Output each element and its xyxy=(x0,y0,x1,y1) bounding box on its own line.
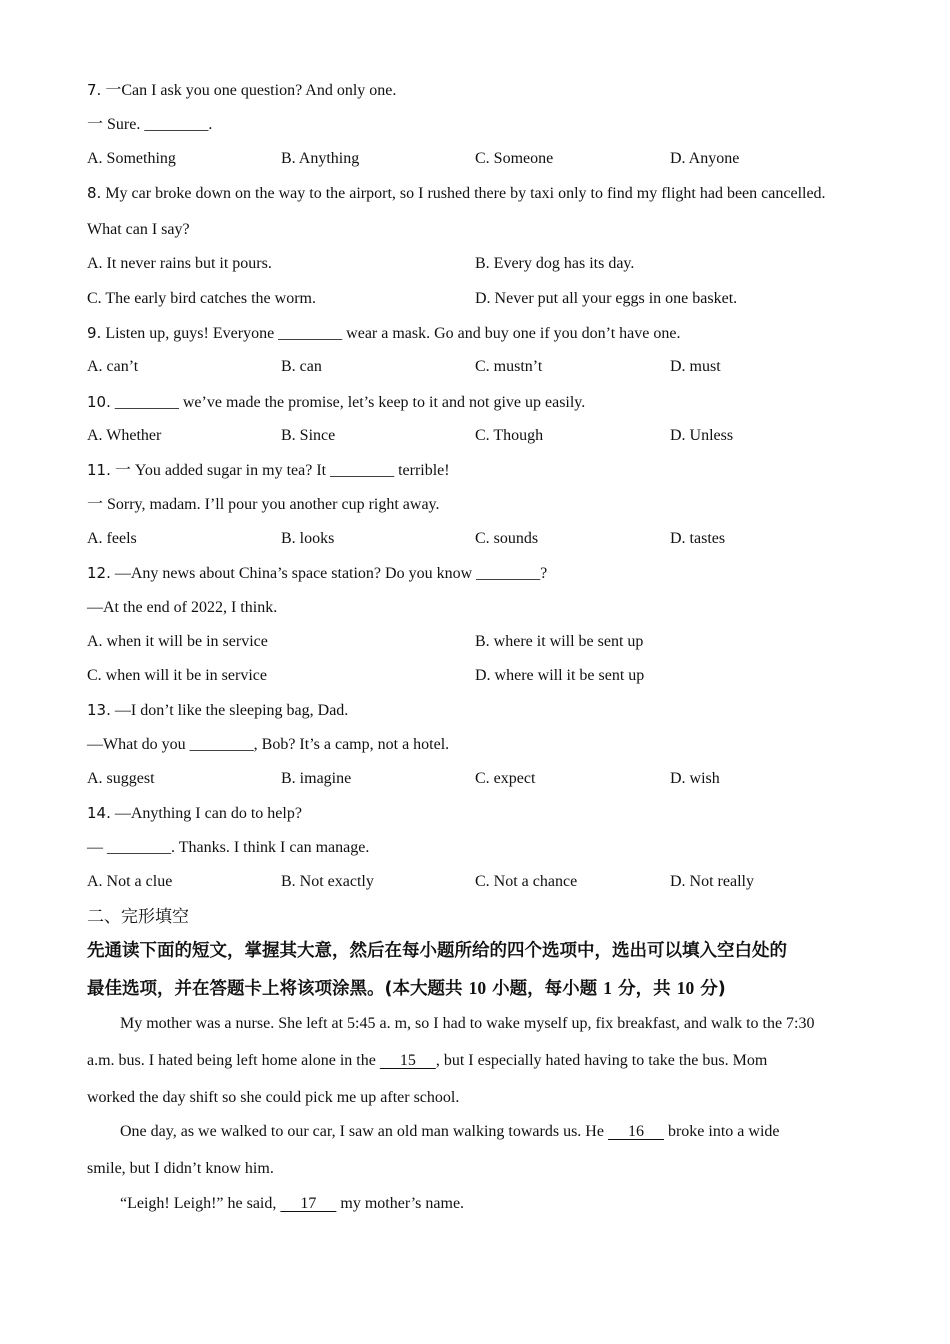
option-d: D. wish xyxy=(670,770,720,787)
option-b: B. where it will be sent up xyxy=(475,633,644,650)
option-b: B. looks xyxy=(281,530,335,547)
question-9-line-1 xyxy=(87,323,680,344)
option-d: D. must xyxy=(670,358,721,375)
option-c: C. sounds xyxy=(475,530,539,547)
option-a: A. Not a clue xyxy=(87,873,173,890)
question-text: —Anything I can do to help? xyxy=(110,805,302,822)
question-number: 13. xyxy=(87,701,111,719)
option-b: B. Since xyxy=(281,427,336,444)
blank-16: 16 xyxy=(607,1123,664,1140)
passage-text: “Leigh! Leigh!” he said, xyxy=(120,1195,281,1212)
question-number: 8. xyxy=(87,184,102,202)
question-8-line-1 xyxy=(87,183,826,204)
question-14-line-1 xyxy=(87,803,302,824)
section-heading: 二、完形填空 xyxy=(87,907,189,927)
passage-p2-line-2: smile, but I didn’t know him. xyxy=(87,1160,274,1177)
question-text: Listen up, guys! Everyone ________ wear a mask. Go and buy one if you don’t have one. xyxy=(101,325,681,342)
instruction-number: 1 xyxy=(603,978,613,998)
option-c: C. when will it be in service xyxy=(87,667,267,684)
question-12-line-1 xyxy=(87,563,547,584)
option-c: C. The early bird catches the worm. xyxy=(87,290,316,307)
option-a: A. feels xyxy=(87,530,137,547)
option-d: D. Anyone xyxy=(670,150,740,167)
option-d: D. Not really xyxy=(670,873,754,890)
option-c: C. expect xyxy=(475,770,536,787)
passage-p1-line-1: My mother was a nurse. She left at 5:45 a. m, so I had to wake myself up, fix breakfast, and walk to the 7:30 xyxy=(120,1015,815,1032)
question-7-line-2: 一 Sure. ________. xyxy=(87,116,213,133)
question-text: —I don’t like the sleeping bag, Dad. xyxy=(110,702,349,719)
option-c: C. Though xyxy=(475,427,544,444)
question-number: 10. xyxy=(87,393,111,411)
question-13-line-1 xyxy=(87,700,348,721)
question-text: —Any news about China’s space station? Do you know ________? xyxy=(110,565,548,582)
question-text: 一Can I ask you one question? And only one. xyxy=(101,82,397,99)
instruction-text: 小题，每小题 xyxy=(486,979,604,999)
question-number: 12. xyxy=(87,564,111,582)
option-b: B. imagine xyxy=(281,770,352,787)
blank-15: 15 xyxy=(379,1052,436,1069)
section-instruction-line-2 xyxy=(87,976,726,1001)
passage-text: , but I especially hated having to take the bus. Mom xyxy=(435,1052,768,1069)
option-a: A. suggest xyxy=(87,770,155,787)
option-c: C. Not a chance xyxy=(475,873,578,890)
question-8-line-2: What can I say? xyxy=(87,221,190,238)
question-number: 14. xyxy=(87,804,111,822)
instruction-text: 分，共 xyxy=(612,979,677,999)
question-7-line-1 xyxy=(87,80,396,101)
option-a: A. Whether xyxy=(87,427,162,444)
option-a: A. Something xyxy=(87,150,176,167)
option-a: A. It never rains but it pours. xyxy=(87,255,272,272)
option-b: B. Anything xyxy=(281,150,360,167)
option-d: D. Unless xyxy=(670,427,734,444)
instruction-text: 分) xyxy=(694,979,726,999)
option-b: B. Not exactly xyxy=(281,873,374,890)
option-c: C. mustn’t xyxy=(475,358,543,375)
passage-text: a.m. bus. I hated being left home alone in the xyxy=(87,1052,380,1069)
instruction-number: 10 xyxy=(676,978,695,998)
passage-text: One day, as we walked to our car, I saw an old man walking towards us. He xyxy=(120,1123,608,1140)
option-d: D. tastes xyxy=(670,530,726,547)
question-11-line-1 xyxy=(87,460,450,481)
question-10-line-1 xyxy=(87,392,585,413)
instruction-text: 最佳选项，并在答题卡上将该项涂黑。(本大题共 xyxy=(87,979,469,999)
question-12-line-2: —At the end of 2022, I think. xyxy=(87,599,278,616)
option-b: B. can xyxy=(281,358,322,375)
question-number: 9. xyxy=(87,324,102,342)
question-13-line-2: —What do you ________, Bob? It’s a camp, not a hotel. xyxy=(87,736,450,753)
option-c: C. Someone xyxy=(475,150,554,167)
passage-p1-line-3: worked the day shift so she could pick me up after school. xyxy=(87,1089,460,1106)
option-d: D. where will it be sent up xyxy=(475,667,645,684)
passage-p1-line-2 xyxy=(87,1051,767,1071)
passage-text: broke into a wide xyxy=(663,1123,780,1140)
passage-p2-line-1 xyxy=(120,1122,780,1142)
instruction-number: 10 xyxy=(468,978,487,998)
passage-text: my mother’s name. xyxy=(336,1195,465,1212)
question-14-line-2: — ________. Thanks. I think I can manage. xyxy=(87,839,370,856)
blank-17: 17 xyxy=(280,1195,337,1212)
option-a: A. when it will be in service xyxy=(87,633,268,650)
section-instruction-line-1: 先通读下面的短文，掌握其大意，然后在每小题所给的四个选项中，选出可以填入空白处的 xyxy=(87,941,787,961)
question-text: My car broke down on the way to the airport, so I rushed there by taxi only to find my flight had been cancelled. xyxy=(101,185,826,202)
option-a: A. can’t xyxy=(87,358,139,375)
passage-p3-line-1 xyxy=(120,1194,464,1214)
option-b: B. Every dog has its day. xyxy=(475,255,635,272)
question-number: 11. xyxy=(87,461,111,479)
question-text: ________ we’ve made the promise, let’s keep to it and not give up easily. xyxy=(110,394,586,411)
question-11-line-2: 一 Sorry, madam. I’ll pour you another cup right away. xyxy=(87,496,440,513)
question-number: 7. xyxy=(87,81,102,99)
question-text: 一 You added sugar in my tea? It ________ terrible! xyxy=(110,462,450,479)
option-d: D. Never put all your eggs in one basket. xyxy=(475,290,738,307)
